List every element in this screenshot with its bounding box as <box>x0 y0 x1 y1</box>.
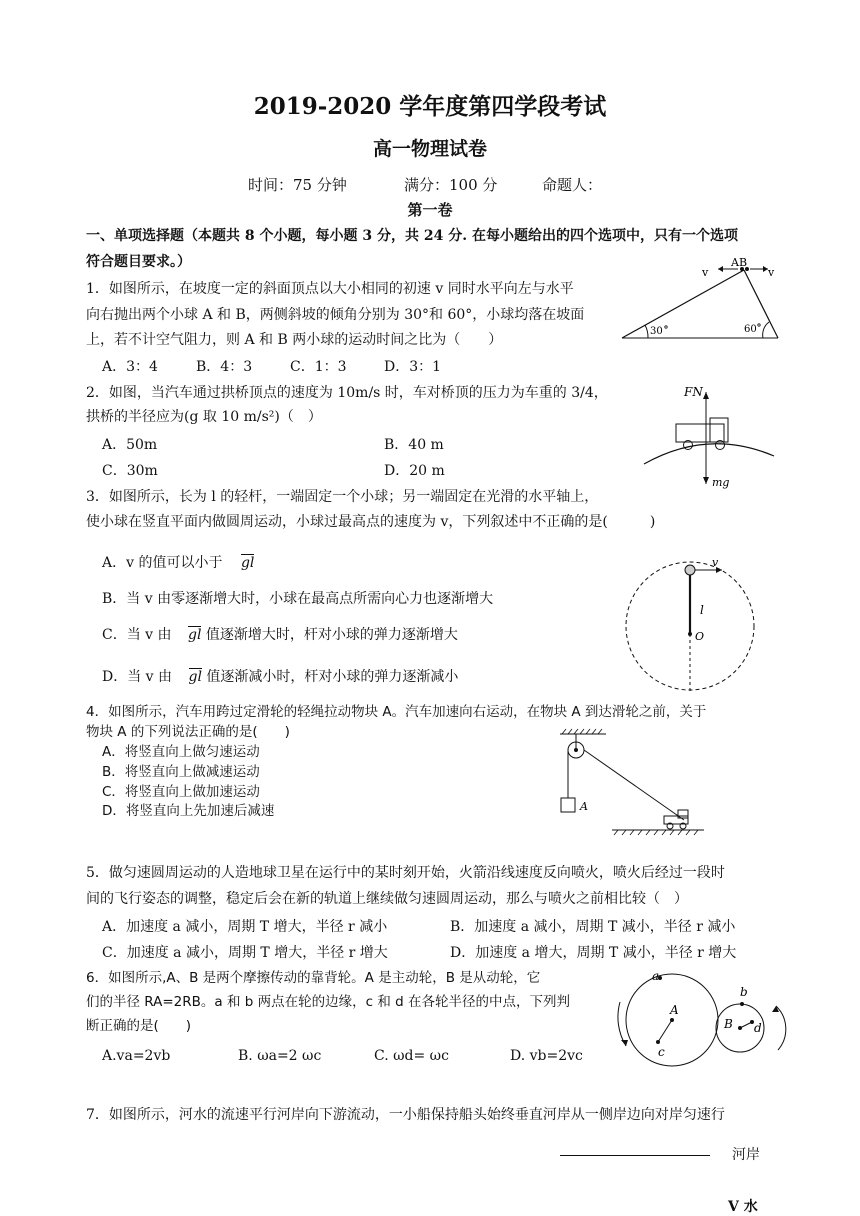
river-bank-label: 河岸 <box>732 1147 760 1163</box>
q1-option-d: D．3：1 <box>384 359 442 375</box>
exam-score: 满分：100 分 <box>404 176 498 194</box>
q6-option-a: A.va=2vb <box>102 1048 171 1064</box>
q2-line: 拱桥的半径应为(g 取 10 m/s²)（ ） <box>86 409 322 425</box>
q7-line: 7．如图所示，河水的流速平行河岸向下游流动，一小船保持船头始终垂直河岸从一侧岸边向对岸匀速行 <box>86 1107 725 1123</box>
q2-label-fn: FN <box>684 385 703 399</box>
q2-bridge-figure <box>640 378 780 490</box>
q6-label-wheel-b: B <box>724 1017 733 1031</box>
q1-angle-right: 60 <box>744 324 757 335</box>
water-velocity-label: V 水 <box>728 1199 758 1215</box>
q3-option-b: B．当 v 由零逐渐增大时，小球在最高点所需向心力也逐渐增大 <box>102 591 494 607</box>
volume-label: 第一卷 <box>407 201 453 219</box>
q1-label-v-left: v <box>702 266 709 279</box>
q6-option-b: B. ωa=2 ωc <box>238 1048 322 1064</box>
q5-option-b: B．加速度 a 减小，周期 T 减小，半径 r 减小 <box>450 919 736 935</box>
q6-label-c-point: c <box>658 1045 665 1059</box>
q6-label-a-point: a <box>652 969 660 983</box>
q1-incline-figure <box>618 252 782 344</box>
q3-label-v: v <box>712 556 719 569</box>
q4-option-d: D．将竖直向上先加速后减速 <box>102 803 275 819</box>
q6-label-wheel-a: A <box>670 1003 679 1017</box>
sqrt-gl: gl <box>240 555 255 571</box>
q1-line: 1．如图所示，在坡度一定的斜面顶点以大小相同的初速 v 同时水平向左与水平 <box>86 281 574 297</box>
exam-author: 命题人： <box>542 176 603 194</box>
q2-option-a: A．50m <box>102 437 158 453</box>
exam-title: 2019-2020 学年度第四学段考试 <box>253 93 607 120</box>
q6-option-c: C. ωd= ωc <box>374 1048 449 1064</box>
q4-pulley-figure <box>556 728 706 840</box>
q3-label-l: l <box>700 603 704 617</box>
q3-label-o: O <box>695 630 705 643</box>
degree-mark <box>665 326 667 328</box>
q1-option-a: A．3：4 <box>102 359 158 375</box>
q6-line: 断正确的是( ) <box>86 1018 192 1034</box>
q6-wheels-figure <box>612 966 788 1070</box>
q3-option-c-tail: 值逐渐增大时，杆对小球的弹力逐渐增大 <box>205 627 458 643</box>
q5-line: 5．做匀速圆周运动的人造地球卫星在运行中的某时刻开始，火箭沿线速度反向喷火，喷火后经过一段时 <box>86 865 725 881</box>
q3-option-d-text: D．当 v 由 <box>102 669 173 685</box>
q2-option-b: B．40 m <box>384 437 444 453</box>
sqrt-gl: gl <box>187 627 202 643</box>
q4-line: 4．如图所示，汽车用跨过定滑轮的轻绳拉动物块 A。汽车加速向右运动，在物块 A 到达滑轮之前，关于 <box>86 704 707 720</box>
section-heading-line2: 符合题目要求。） <box>86 254 191 270</box>
q2-line: 2．如图，当汽车通过拱桥顶点的速度为 10m/s 时，车对桥顶的压力为车重的 3/4， <box>86 385 608 401</box>
q5-option-c: C．加速度 a 减小，周期 T 增大，半径 r 增大 <box>102 945 388 961</box>
q1-option-c: C．1：3 <box>290 359 347 375</box>
q4-line: 物块 A 的下列说法正确的是( ) <box>86 724 290 740</box>
q3-option-d <box>102 666 458 686</box>
q1-angle-left: 30 <box>650 326 663 337</box>
exam-time: 时间：75 分钟 <box>248 176 347 194</box>
q4-option-a: A．将竖直向上做匀速运动 <box>102 744 260 760</box>
q1-label-ab: AB <box>731 256 748 269</box>
q5-line: 间的飞行姿态的调整，稳定后会在新的轨道上继续做匀速圆周运动，那么与喷火之前相比较（ ） <box>86 891 688 907</box>
q3-option-c <box>102 624 458 644</box>
q6-line: 6．如图所示,A、B 是两个摩擦传动的靠背轮。A 是主动轮，B 是从动轮，它 <box>86 970 541 986</box>
q3-line: 3．如图所示，长为 l 的轻杆，一端固定一个小球；另一端固定在光滑的水平轴上， <box>86 489 599 505</box>
q3-option-a-text: A．v 的值可以小于 <box>102 555 223 571</box>
section-heading-line1: 一、单项选择题（本题共 8 个小题，每小题 3 分，共 24 分. 在每小题给出的四个选项中，只有一个选项 <box>86 228 738 244</box>
q6-option-d: D. vb=2vc <box>510 1048 583 1064</box>
paper-subtitle: 高一物理试卷 <box>372 138 487 160</box>
q6-line: 们的半径 RA=2RB。a 和 b 两点在轮的边缘，c 和 d 在各轮半径的中点，下列判 <box>86 994 570 1010</box>
degree-mark <box>758 324 760 326</box>
q3-option-d-tail: 值逐渐减小时，杆对小球的弹力逐渐减小 <box>206 669 459 685</box>
q1-option-b: B．4：3 <box>196 359 253 375</box>
q3-circle-figure <box>618 556 762 696</box>
q6-label-b-point: b <box>740 985 748 999</box>
q3-option-a <box>102 552 254 572</box>
q1-line: 上，若不计空气阻力，则 A 和 B 两小球的运动时间之比为（ ） <box>86 332 503 348</box>
q2-label-mg: mg <box>712 476 730 489</box>
q3-line: 使小球在竖直平面内做圆周运动，小球过最高点的速度为 v，下列叙述中不正确的是( ) <box>86 514 656 530</box>
q2-option-c: C．30m <box>102 463 158 479</box>
q2-option-d: D．20 m <box>384 463 445 479</box>
q4-label-a: A <box>580 800 588 813</box>
q5-option-a: A．加速度 a 减小，周期 T 增大，半径 r 减小 <box>102 919 388 935</box>
q6-label-d-point: d <box>754 1021 762 1035</box>
q5-option-d: D．加速度 a 增大，周期 T 减小，半径 r 增大 <box>450 945 737 961</box>
q3-option-c-text: C．当 v 由 <box>102 627 172 643</box>
q1-label-v-right: v <box>768 266 775 279</box>
q1-line: 向右抛出两个小球 A 和 B，两侧斜坡的倾角分别为 30°和 60°，小球均落在坡面 <box>86 307 585 323</box>
sqrt-gl: gl <box>188 669 202 685</box>
q4-option-c: C．将竖直向上做加速运动 <box>102 784 260 800</box>
river-bank-line <box>560 1155 710 1156</box>
q4-option-b: B．将竖直向上做减速运动 <box>102 764 260 780</box>
